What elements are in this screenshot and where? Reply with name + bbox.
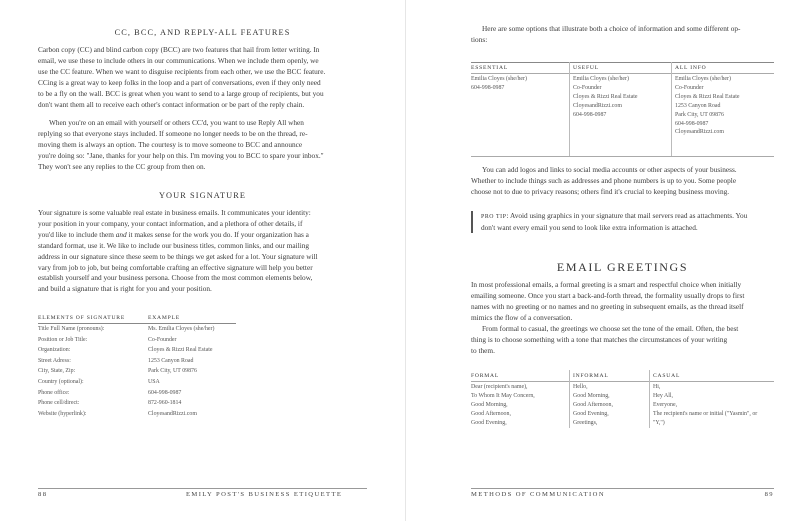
table-cell: Hi,	[653, 384, 661, 390]
table-header-essential: ESSENTIAL	[471, 65, 509, 71]
text-line: They won't see any replies to the CC group from then on.	[38, 161, 206, 171]
emphasis: and	[115, 229, 127, 239]
page-number: 89	[764, 491, 774, 498]
table-cell: 604-998-0987	[675, 120, 709, 127]
table-cell: Emilia Cloyes (she/her)	[471, 76, 527, 82]
table-cell: Emilia Cloyes (she/her)	[675, 76, 731, 82]
text-line: mimics the flow of a conversation.	[471, 312, 573, 322]
table-column-casual	[653, 383, 757, 428]
table-column-all-info	[675, 75, 739, 137]
table-bottom-rule	[471, 156, 774, 157]
text-span: it makes sense for the work you do. If your organization has a	[126, 229, 309, 239]
table-top-rule	[471, 62, 774, 63]
text-line: address in our signature since these seem to be things we get asked for a lot. Your signature will	[38, 251, 318, 261]
text-line: to be a fly on the wall. BCC is great when you want to send to a large group of recipients, but you	[38, 88, 324, 98]
table-column-essential	[471, 75, 527, 93]
table-column-formal	[471, 383, 535, 428]
table-cell: CloyesandRizzi.com	[675, 129, 724, 136]
table-cell: Cloyes & Rizzi Real Estate	[573, 93, 638, 100]
text-line: email, we use these to include others in our communications. When we include them openly, we	[38, 55, 319, 65]
table-cell: Hey All,	[653, 392, 673, 399]
table-header-casual: CASUAL	[653, 373, 681, 379]
text-line: Carbon copy (CC) and blind carbon copy (BCC) are two features that hail from letter writing. In	[38, 45, 320, 54]
table-cell-label: Website (hyperlink):	[38, 410, 87, 417]
text-line: thing is to choose something with a tone that matches the circumstances of your writing	[471, 334, 728, 344]
text-line: Whether to include things such as addresses and phone numbers is up to you. Some people	[471, 175, 737, 185]
text-line: use the CC feature. When we want to disguise recipients from each other, we use the BCC feature.	[38, 66, 326, 76]
signature-paragraph	[38, 208, 367, 295]
table-cell: Good Afternoon,	[471, 410, 511, 417]
right-page	[405, 0, 810, 521]
text-line: Your signature is some valuable real estate in business emails. It communicates your identity:	[38, 208, 311, 217]
text-line: You can add logos and links to social media accounts or other aspects of your business.	[482, 165, 737, 174]
table-cell: Dear (recipient's name),	[471, 384, 528, 390]
greetings-paragraph-2	[471, 324, 774, 357]
table-cell-label: City, State, Zip:	[38, 368, 76, 375]
intro-paragraph	[471, 24, 774, 46]
table-divider	[569, 62, 570, 156]
table-cell: Co-Founder	[573, 84, 602, 91]
table-cell-label: Title Full Name (pronouns):	[38, 326, 105, 332]
table-header-rule	[471, 73, 774, 74]
running-title: METHODS OF COMMUNICATION	[471, 491, 605, 498]
text-span: you'd like to include them	[38, 229, 116, 239]
logos-paragraph	[471, 165, 774, 198]
table-rule	[38, 323, 236, 324]
table-cell: Emilia Cloyes (she/her)	[573, 76, 629, 82]
pro-tip-label: PRO TIP	[481, 214, 507, 220]
pro-tip-box	[471, 211, 774, 233]
footer-rule	[471, 488, 774, 489]
table-cell: "Y,")	[653, 419, 665, 426]
table-cell-value: Ms. Emilia Cloyes (she/her)	[148, 326, 215, 332]
table-cell: Good Morning,	[573, 392, 610, 399]
table-divider	[569, 370, 570, 428]
text-line: CCing is a great way to keep folks in the loop and a part of conversations, even if they only need	[38, 77, 321, 87]
table-cell-value: Park City, UT 09876	[148, 368, 197, 375]
table-cell-value: USA	[148, 378, 160, 385]
table-cell: The recipient's name or initial ("Yasmin", or	[653, 410, 758, 417]
text-line: moving them is always an option. The courtesy is to move someone to BCC and announce	[38, 139, 303, 149]
table-column-informal	[573, 383, 613, 428]
text-line: don't want every email you send to look like extra information is attached.	[481, 222, 698, 232]
text-line: tions:	[471, 34, 488, 44]
table-header-all-info: ALL INFO	[675, 65, 707, 71]
text-line: choose not to due to privacy reasons; others find it's crucial to keeping business moving.	[471, 186, 730, 196]
table-cell: Everyone,	[653, 401, 678, 408]
table-header-rule	[471, 381, 774, 382]
table-header-useful: USEFUL	[573, 65, 599, 71]
text-line: and build a signature that is right for you and your position.	[38, 284, 212, 294]
table-cell-value: Cloyes & Rizzi Real Estate	[148, 347, 213, 354]
text-line: In most professional emails, a formal greeting is a smart and respectful choice when initially	[471, 280, 742, 289]
running-title: EMILY POST'S BUSINESS ETIQUETTE	[186, 491, 343, 498]
table-column-example	[148, 325, 214, 420]
table-cell: Cloyes & Rizzi Real Estate	[675, 93, 740, 100]
table-cell: Good Evening,	[573, 410, 609, 417]
table-cell-label: Phone cell/direct:	[38, 400, 80, 407]
table-cell: To Whom It May Concern,	[471, 392, 535, 399]
table-cell: 604-998-0987	[573, 111, 607, 118]
footer-rule	[38, 488, 367, 489]
text-line: vary from job to job, but being comfortable crafting an effective signature will help you better	[38, 262, 313, 272]
table-divider	[671, 62, 672, 156]
table-header-elements: ELEMENTS OF SIGNATURE	[38, 315, 126, 321]
table-cell-label: Street Adress:	[38, 357, 71, 364]
table-divider	[649, 370, 650, 428]
table-header-formal: FORMAL	[471, 373, 500, 379]
signature-heading: YOUR SIGNATURE	[158, 191, 247, 200]
table-header-informal: INFORMAL	[573, 373, 609, 379]
table-cell: Greetings,	[573, 419, 598, 426]
table-header-example: EXAMPLE	[148, 315, 181, 321]
table-cell: Co-Founder	[675, 84, 704, 91]
table-cell-label: Position or Job Title:	[38, 336, 88, 343]
table-cell-label: Organization:	[38, 347, 71, 354]
text-line: From formal to casual, the greetings we choose set the tone of the email. Often, the best	[482, 324, 739, 333]
table-cell: Good Morning,	[471, 401, 508, 408]
text-line	[38, 230, 367, 241]
text-line	[481, 211, 774, 223]
text-span: : Avoid using graphics in your signature that mail servers read as attachments. You	[506, 211, 748, 220]
table-cell: Park City, UT 09876	[675, 111, 724, 118]
table-column-useful	[573, 75, 637, 120]
cc-heading: CC, BCC, AND REPLY-ALL FEATURES	[114, 28, 291, 37]
table-cell: 1253 Canyon Road	[675, 102, 721, 109]
text-line: emailing someone. Once you start a back-and-forth thread, the formality usually drops to first	[471, 290, 745, 300]
cc-paragraph-1	[38, 45, 367, 110]
text-line: don't want them all to receive each other's contact information or be part of the reply chain.	[38, 99, 305, 109]
table-cell: Hello,	[573, 384, 588, 390]
table-cell-value: 604-998-0987	[148, 389, 182, 396]
text-line: names with no greeting or no names and no greeting in subsequent emails, as the thread itself	[471, 301, 744, 311]
table-cell: CloyesandRizzi.com	[573, 102, 622, 109]
text-line: replying so that everyone stays included. If someone no longer needs to be on the thread, re-	[38, 128, 308, 138]
table-cell-value: 872-960-1814	[148, 400, 182, 407]
table-cell-label: Country (optional):	[38, 378, 84, 385]
table-cell-value: CloyesandRizzi.com	[148, 410, 197, 417]
greetings-heading: EMAIL GREETINGS	[556, 260, 689, 274]
text-line: to them.	[471, 345, 495, 355]
table-cell-label: Phone office:	[38, 389, 70, 396]
text-line: standard format, use it. We like to include our business titles, common links, and our mailing	[38, 240, 310, 250]
table-cell: 604-998-0987	[471, 84, 505, 91]
table-cell-value: 1253 Canyon Road	[148, 357, 194, 364]
page-number: 88	[38, 491, 48, 498]
text-line: Here are some options that illustrate both a choice of information and some different op-	[482, 24, 741, 33]
text-line: your position in your company, your contact information, and a plethora of other details, if	[38, 218, 303, 228]
table-column-elements	[38, 325, 104, 420]
table-cell: Good Afternoon,	[573, 401, 613, 408]
table-cell-value: Co-Founder	[148, 336, 177, 343]
greetings-paragraph-1	[471, 280, 774, 324]
text-line: you're doing so: "Jane, thanks for your help on this. I'm moving you to BCC to spare your inbox."	[38, 150, 324, 160]
text-line: establish yourself and your business persona. Choose from the most common elements below,	[38, 273, 313, 283]
table-cell: Good Evening,	[471, 419, 507, 426]
cc-paragraph-2	[38, 118, 367, 173]
text-line: When you're on an email with yourself or others CC'd, you want to use Reply All when	[49, 118, 304, 127]
